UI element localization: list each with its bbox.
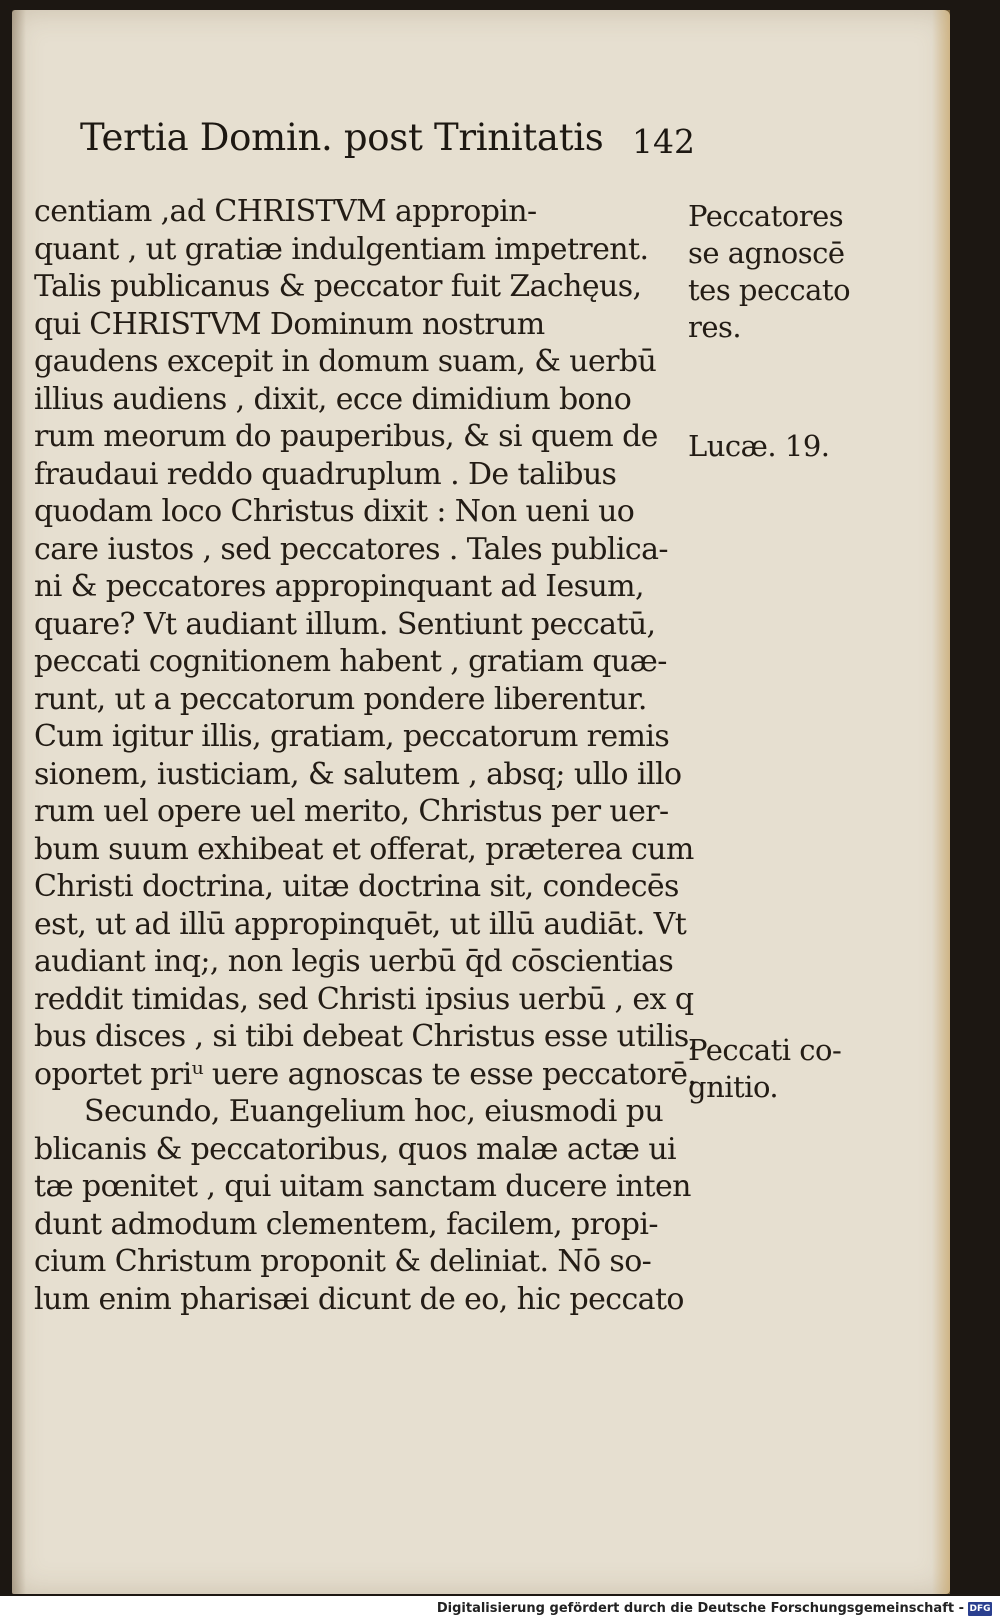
text-line: care iustos , sed peccatores . Tales publica- (34, 531, 668, 567)
text-line: centiam ,ad CHRISTVM appropin- (34, 194, 537, 229)
marginal-note-line: Lucæ. 19. (688, 429, 830, 463)
marginal-note-line: Peccati co- (688, 1033, 842, 1067)
text-line: quant , ut gratiæ indulgentiam impetrent. (34, 231, 649, 267)
dfg-logo: DFG (969, 1604, 991, 1614)
page-edge (932, 10, 950, 1594)
text-line: peccati cognitionem habent , gratiam quæ- (34, 644, 667, 679)
text-line: dunt admodum clementem, facilem, propi- (34, 1206, 658, 1242)
body-text (34, 193, 698, 1318)
funding-credit: Digitalisierung gefördert durch die Deutsche Forschungsgemeinschaft - (436, 1601, 964, 1616)
text-line: cium Christum proponit & deliniat. Nō so- (34, 1244, 652, 1279)
running-head: Tertia Domin. post Trinitatis (80, 116, 604, 159)
text-line: Christi doctrina, uitæ doctrina sit, condecēs (34, 869, 679, 904)
marginal-note-peccati-cognitio (688, 1032, 860, 1106)
text-line: sionem, iusticiam, & salutem , absq; ullo illo (34, 756, 682, 792)
text-line: fraudaui reddo quadruplum . De talibus (34, 456, 617, 492)
text-line: ni & peccatores appropinquant ad Iesum, (34, 569, 644, 604)
text-line: bus disces , si tibi debeat Christus esse utilis, (34, 1019, 698, 1054)
text-line: gaudens excepit in domum suam, & uerbū (34, 344, 657, 379)
text-line: oportet priᵘ uere agnoscas te esse peccatorē. (34, 1056, 697, 1092)
text-line: qui CHRISTVM Dominum nostrum (34, 306, 545, 342)
book-page (12, 10, 950, 1594)
page-number: 142 (632, 122, 695, 161)
marginal-note-line: se agnoscē (688, 236, 845, 270)
text-line: Talis publicanus & peccator fuit Zachęus, (34, 269, 642, 304)
text-line: audiant inq;, non legis uerbū q̄d cōscientias (34, 944, 674, 979)
text-line: Cum igitur illis, gratiam, peccatorum remis (34, 719, 670, 754)
text-line: illius audiens , dixit, ecce dimidium bono (34, 381, 632, 417)
marginal-note-line: tes peccato (688, 273, 851, 307)
text-line: lum enim pharisæi dicunt de eo, hic peccato (34, 1281, 684, 1317)
footer-bar (0, 1596, 1000, 1623)
text-line: reddit timidas, sed Christi ipsius uerbū , ex q (34, 981, 694, 1017)
text-line: rum meorum do pauperibus, & si quem de (34, 419, 658, 454)
marginal-note-line: res. (688, 310, 742, 344)
text-line: runt, ut a peccatorum pondere liberentur. (34, 681, 647, 717)
text-line: quare? Vt audiant illum. Sentiunt peccatū, (34, 606, 656, 642)
text-line: est, ut ad illū appropinquēt, ut illū audiāt. Vt (34, 906, 687, 942)
text-line: Secundo, Euangelium hoc, eiusmodi pu (84, 1094, 664, 1129)
marginal-note-lucae (688, 428, 860, 465)
text-line: tæ pœnitet , qui uitam sanctam ducere inten (34, 1169, 691, 1204)
marginal-note-line: Peccatores (688, 199, 844, 233)
text-line: blicanis & peccatoribus, quos malæ actæ ui (34, 1131, 677, 1167)
text-line: bum suum exhibeat et offerat, præterea cum (34, 831, 694, 867)
marginal-note-peccatores (688, 198, 860, 346)
text-line: rum uel opere uel merito, Christus per uer- (34, 794, 669, 829)
text-line: quodam loco Christus dixit : Non ueni uo (34, 494, 635, 529)
page-gutter-shadow (12, 10, 26, 1594)
marginal-note-line: gnitio. (688, 1070, 779, 1104)
